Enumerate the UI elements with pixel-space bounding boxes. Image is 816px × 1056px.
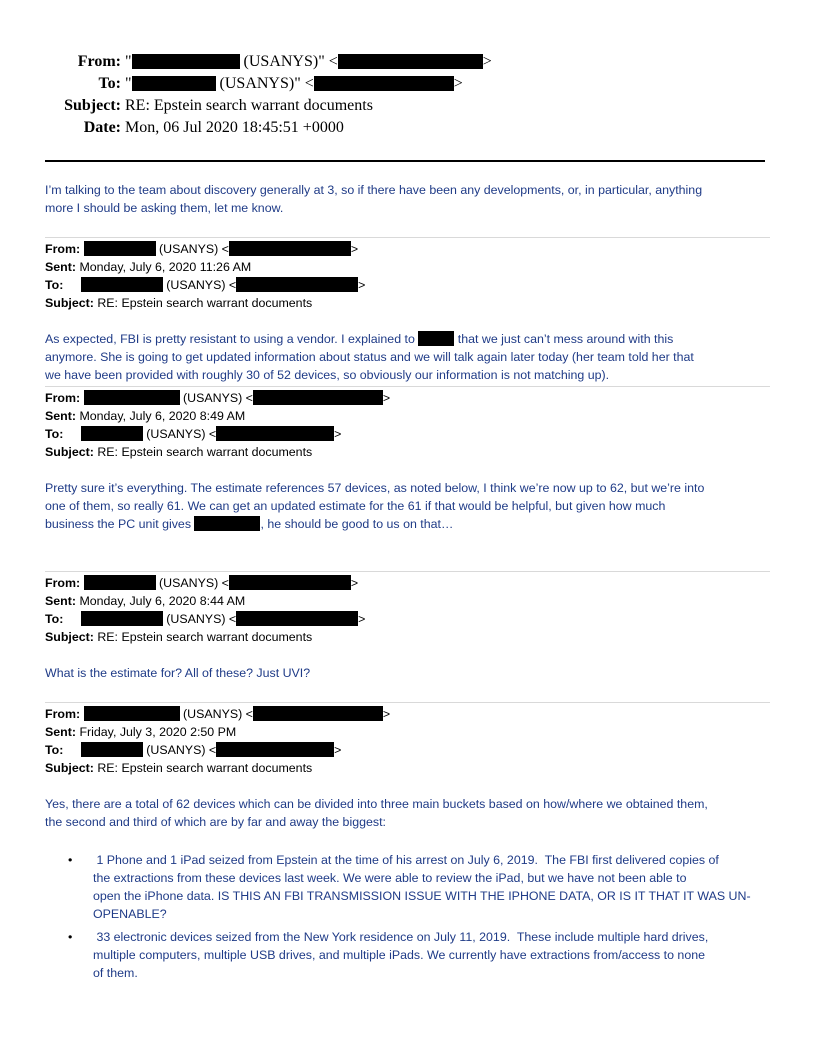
top-date-line [45, 119, 344, 137]
body-line: one of them, so really 61. We can get an updated estimate for the 61 if that would be helpful, but given how much [45, 499, 666, 513]
separator [45, 571, 770, 572]
body-line: we have been provided with roughly 30 of 52 devices, so obviously our information is not matching up). [45, 368, 610, 382]
body-line: more I should be asking them, let me know. [45, 201, 284, 215]
redaction [81, 611, 163, 626]
redaction [236, 277, 358, 292]
separator [45, 386, 770, 387]
redaction [253, 390, 383, 405]
label: Sent: [45, 594, 76, 608]
bullet-line: of them. [93, 966, 138, 980]
top-from-line [45, 53, 492, 71]
redaction [81, 426, 143, 441]
separator [45, 702, 770, 703]
text: , he should be good to us on that… [260, 517, 454, 531]
text: (USANYS)" < [219, 75, 314, 92]
redaction [229, 241, 351, 256]
top-to-line [45, 75, 463, 93]
message-body-1 [45, 181, 702, 217]
text: " [125, 53, 132, 70]
text: business the PC unit gives [45, 517, 195, 531]
label: Sent: [45, 409, 76, 423]
bullet-line: open the iPhone data. IS THIS AN FBI TRANSMISSION ISSUE WITH THE IPHONE DATA, OR IS IT THAT IT WAS UN- [93, 889, 751, 903]
separator [45, 237, 770, 238]
label: To: [98, 75, 121, 92]
body-line: the second and third of which are by far and away the biggest: [45, 815, 386, 829]
text: (USANYS) < [183, 707, 253, 721]
redaction [216, 426, 334, 441]
bullet-line: multiple computers, multiple USB drives, and multiple iPads. We currently have extractions from/access to none [93, 948, 705, 962]
redaction [253, 706, 383, 721]
label: Subject: [45, 445, 94, 459]
redaction [81, 277, 163, 292]
body-line: anymore. She is going to get updated information about status and we will talk again later today (her team told her that [45, 350, 694, 364]
redaction [338, 54, 483, 69]
header-divider [45, 160, 765, 162]
redaction [84, 706, 180, 721]
bullet-line: OPENABLE? [93, 907, 167, 921]
text: (USANYS)" < [243, 53, 338, 70]
label: To: [45, 743, 64, 757]
redaction [216, 742, 334, 757]
bullet-list [45, 851, 751, 987]
text: (USANYS) < [146, 427, 217, 441]
bullet-line: the extractions from these devices last week. We were able to review the iPad, but we have not been able to [93, 871, 687, 885]
label: From: [45, 242, 81, 256]
subject: RE: Epstein search warrant documents [97, 445, 313, 459]
message-body-3 [45, 479, 704, 533]
sent-date: Monday, July 6, 2020 8:49 AM [79, 409, 246, 423]
message-header-4: From: (USANYS) < > Sent: Monday, July 6, 2020 8:44 AM To: (USANYS) < > Subject: RE: Epstein search warrant documents [45, 576, 366, 644]
text: (USANYS) < [146, 743, 217, 757]
label: Subject: [64, 97, 121, 114]
body-line [45, 515, 704, 533]
label: To: [45, 278, 64, 292]
body-line: What is the estimate for? All of these? Just UVI? [45, 666, 311, 680]
bullet-line: 33 electronic devices seized from the New York residence on July 11, 2019. These include multiple hard drives, [93, 930, 709, 944]
body-line [45, 330, 694, 348]
subject: RE: Epstein search warrant documents [125, 97, 373, 114]
top-subject-line [45, 97, 373, 115]
subject: RE: Epstein search warrant documents [97, 630, 313, 644]
redaction [229, 575, 351, 590]
redaction [84, 241, 156, 256]
text: > [453, 75, 463, 92]
message-header-3: From: (USANYS) < > Sent: Monday, July 6, 2020 8:49 AM To: (USANYS) < > Subject: RE: Epstein search warrant documents [45, 391, 391, 459]
label: From: [45, 576, 81, 590]
text: that we just can’t mess around with this [454, 332, 674, 346]
sent-date: Friday, July 3, 2020 2:50 PM [79, 725, 237, 739]
redaction [236, 611, 358, 626]
subject: RE: Epstein search warrant documents [97, 296, 313, 310]
message-body-4 [45, 664, 310, 682]
message-body-2 [45, 330, 694, 384]
bullet-icon: • [68, 930, 73, 944]
message-header-2: From: (USANYS) < > Sent: Monday, July 6, 2020 11:26 AM To: (USANYS) < > Subject: RE: Epstein search warrant documents [45, 242, 366, 310]
text: (USANYS) < [166, 612, 237, 626]
sent-date: Monday, July 6, 2020 8:44 AM [79, 594, 246, 608]
body-line: Yes, there are a total of 62 devices which can be divided into three main buckets based on how/where we obtained them, [45, 797, 708, 811]
text: (USANYS) < [159, 576, 229, 590]
body-line: Pretty sure it’s everything. The estimate references 57 devices, as noted below, I think we’re now up to 62, but we’re into [45, 481, 705, 495]
redaction [84, 390, 180, 405]
redaction [132, 76, 216, 91]
label: Subject: [45, 296, 94, 310]
text: (USANYS) < [183, 391, 253, 405]
label: Sent: [45, 725, 76, 739]
redaction [194, 516, 260, 531]
bullet-item [45, 851, 751, 923]
bullet-line: 1 Phone and 1 iPad seized from Epstein at the time of his arrest on July 6, 2019. The FBI first delivered copies of [93, 853, 719, 867]
label: Date: [83, 119, 121, 136]
redaction [418, 331, 454, 346]
redaction [84, 575, 156, 590]
body-line: I’m talking to the team about discovery generally at 3, so if there have been any developments, or, in particular, anything [45, 183, 703, 197]
message-body-5 [45, 795, 708, 831]
label: Subject: [45, 630, 94, 644]
text: > [482, 53, 492, 70]
label: Subject: [45, 761, 94, 775]
sent-date: Monday, July 6, 2020 11:26 AM [79, 260, 252, 274]
text: " [125, 75, 132, 92]
label: Sent: [45, 260, 76, 274]
text: (USANYS) < [159, 242, 229, 256]
bullet-icon: • [68, 853, 73, 867]
message-header-5: From: (USANYS) < > Sent: Friday, July 3, 2020 2:50 PM To: (USANYS) < > Subject: RE: Epstein search warrant documents [45, 707, 391, 775]
label: To: [45, 427, 64, 441]
redaction [81, 742, 143, 757]
label: From: [45, 391, 81, 405]
text: As expected, FBI is pretty resistant to using a vendor. I explained to [45, 332, 419, 346]
date: Mon, 06 Jul 2020 18:45:51 +0000 [125, 119, 344, 136]
subject: RE: Epstein search warrant documents [97, 761, 313, 775]
text: (USANYS) < [166, 278, 237, 292]
label: To: [45, 612, 64, 626]
bullet-item [45, 928, 751, 982]
redaction [314, 76, 454, 91]
redaction [132, 54, 240, 69]
label: From: [45, 707, 81, 721]
label: From: [77, 53, 121, 70]
